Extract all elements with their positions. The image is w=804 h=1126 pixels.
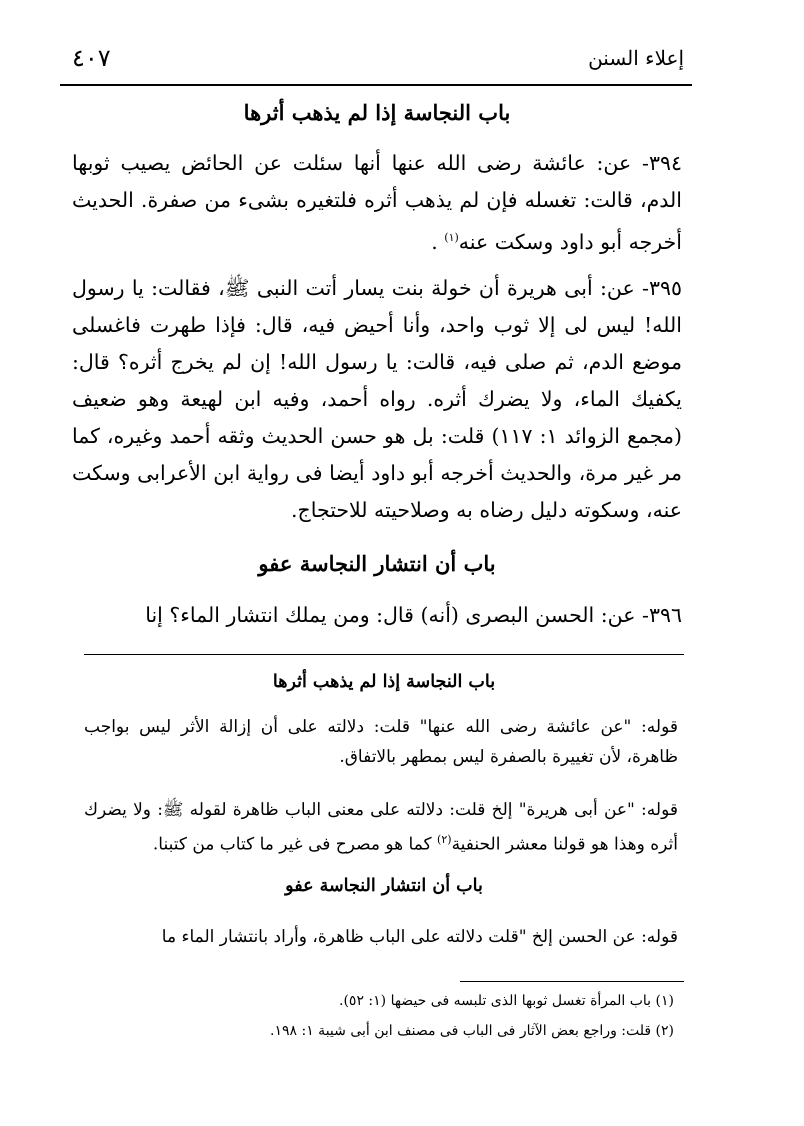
hadith-394 — [72, 145, 682, 261]
page-header — [60, 44, 684, 84]
commentary-para-3: قوله: عن الحسن إلخ "قلت دلالته على الباب ظاهرة، وأراد بانتشار الماء ما — [161, 927, 678, 947]
section-title-2: باب أن انتشار النجاسة عفو — [258, 551, 496, 576]
hadith-394-end: . — [431, 229, 445, 254]
commentary-para-1: قوله: "عن عائشة رضى الله عنها" قلت: دلالته على أن إزالة الأثر ليس بواجب ظاهرة، لأن تغييرة بالصفرة ليس بمطهر بالاتفاق. — [84, 717, 678, 767]
commentary-para-2-b: كما هو مصرح فى غير ما كتاب من كتبنا. — [152, 834, 438, 855]
commentary-title-1: باب النجاسة إذا لم يذهب أثرها — [272, 672, 496, 692]
commentary-title-2: باب أن انتشار النجاسة عفو — [285, 876, 483, 896]
footnote-ref-1: (١) — [444, 231, 459, 244]
footnote-2: (٢) قلت: وراجع بعض الآثار فى الباب فى مصنف ابن أبى شيبة ١: ١٩٨. — [270, 1023, 674, 1039]
hadith-396: ٣٩٦- عن: الحسن البصرى (أنه) قال: ومن يملك انتشار الماء؟ إنا — [145, 603, 682, 627]
footnote-ref-2: (٢) — [437, 833, 452, 846]
header-divider — [60, 84, 692, 86]
hadith-395: ٣٩٥- عن: أبى هريرة أن خولة بنت يسار أتت النبى ﷺ، فقالت: يا رسول الله! ليس لى إلا ثوب واحد، وأنا أحيض فيه، قال: فإذا طهرت فاغسلى موضع الدم، ثم صلى فيه، قالت: يا رسول الله! إن لم يخرج أثره؟ قال: يكفيك الماء، ولا يضرك أثره. رواه أحمد، وفيه ابن لهيعة وهو ضعيف (مجمع الزوائد ١: ١١٧) قلت: بل هو حسن الحديث وثقه أحمد وغيره، كما مر غير مرة، والحديث أخرجه أبو داود أيضا فى رواية ابن الأعرابى وسكت عنه، وسكوته دليل رضاه به وصلاحيته للاحتجاج. — [72, 276, 682, 522]
commentary-para-2-a: قوله: "عن أبى هريرة" إلخ قلت: دلالته على معنى الباب ظاهرة لقوله ﷺ: ولا يضرك أثره وهذا هو قولنا معشر الحنفية — [84, 800, 678, 855]
section-title-1: باب النجاسة إذا لم يذهب أثرها — [243, 100, 511, 125]
running-title: إعلاء السنن — [588, 46, 684, 70]
footnote-divider — [460, 981, 684, 982]
footnote-1: (١) باب المرأة تغسل ثوبها الذى تلبسه فى حيضها (١: ٥٢). — [339, 993, 674, 1009]
commentary-para-2 — [84, 795, 678, 860]
page-number: ٤٠٧ — [72, 44, 111, 72]
hadith-394-text: ٣٩٤- عن: عائشة رضى الله عنها أنها سئلت عن الحائض يصيب ثوبها الدم، قالت: تغسله فإن لم يذهب أثره فلتغيره بشىء من صفرة. الحديث أخرجه أبو داود وسكت عنه — [72, 151, 682, 254]
commentary-divider — [84, 654, 684, 655]
